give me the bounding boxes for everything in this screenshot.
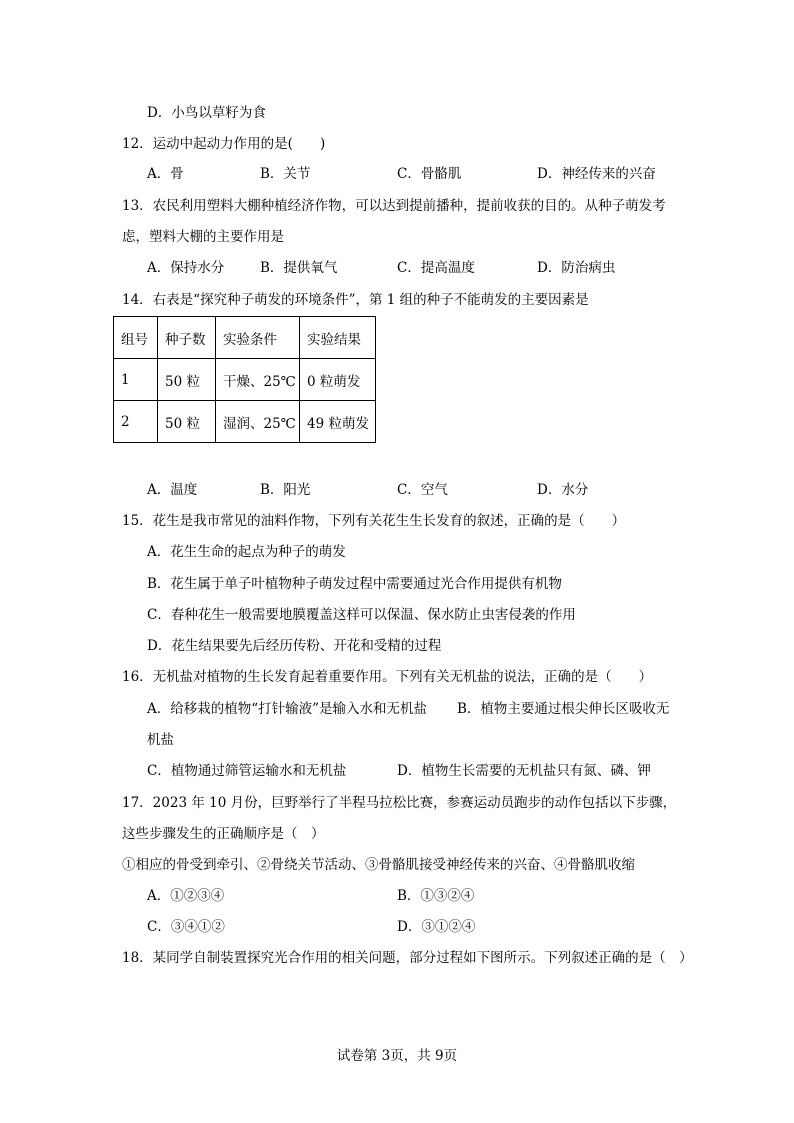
q11-option-d: D．小鸟以草籽为食 xyxy=(147,105,266,121)
q13-option-d: D．防治病虫 xyxy=(537,260,616,276)
table-cell: 50 粒 xyxy=(158,359,216,401)
experiment-table xyxy=(113,316,376,443)
q17-option-d: D．③①②④ xyxy=(397,919,476,935)
q17-option-a: A．①②③④ xyxy=(147,888,225,904)
table-cell: 湿润、25℃ xyxy=(216,401,300,443)
q15-option-c: C．春种花生一般需要地膜覆盖这样可以保温、保水防止虫害侵袭的作用 xyxy=(147,607,576,623)
q13-stem-line2: 虑，塑料大棚的主要作用是 xyxy=(122,229,284,245)
q16-stem: 16．无机盐对植物的生长发育起着重要作用。下列有关无机盐的说法，正确的是（ ） xyxy=(122,669,653,685)
q17-option-c: C．③④①② xyxy=(147,919,225,935)
table-header-cell: 实验结果 xyxy=(300,317,376,359)
q13-option-c: C．提高温度 xyxy=(397,260,475,276)
table-cell: 50 粒 xyxy=(158,401,216,443)
q17-stem-line2: 这些步骤发生的正确顺序是（ ） xyxy=(122,826,325,842)
q17-steps: ①相应的骨受到牵引、②骨绕关节活动、③骨骼肌接受神经传来的兴奋、④骨骼肌收缩 xyxy=(122,857,635,873)
q12-option-d: D．神经传来的兴奋 xyxy=(537,166,656,182)
table-cell: 0 粒萌发 xyxy=(300,359,376,401)
table-header-cell: 组号 xyxy=(114,317,158,359)
table-cell: 1 xyxy=(114,359,158,401)
q16-option-b: B．植物主要通过根尖伸长区吸收无 xyxy=(457,701,670,717)
q14-option-b: B．阳光 xyxy=(260,482,311,498)
q12-option-b: B．关节 xyxy=(260,166,311,182)
q12-option-a: A．骨 xyxy=(147,166,184,182)
q14-option-d: D．水分 xyxy=(537,482,589,498)
table-header-cell: 种子数 xyxy=(158,317,216,359)
q16-option-c: C．植物通过筛管运输水和无机盐 xyxy=(147,763,347,779)
table-header-row xyxy=(114,317,376,359)
q16-option-a: A．给移栽的植物“打针输液”是输入水和无机盐 xyxy=(147,701,428,717)
q16-option-d: D．植物生长需要的无机盐只有氮、磷、钾 xyxy=(397,763,651,779)
q16-option-b-cont: 机盐 xyxy=(147,732,174,748)
q15-option-a: A．花生生命的起点为种子的萌发 xyxy=(147,544,346,560)
q17-stem-line1: 17．2023 年 10 月份，巨野举行了半程马拉松比赛，参赛运动员跑步的动作包括以下步骤， xyxy=(122,795,677,811)
page-footer: 试卷第 3页，共 9页 xyxy=(336,1048,458,1064)
q13-option-a: A．保持水分 xyxy=(147,260,225,276)
q14-option-c: C．空气 xyxy=(397,482,448,498)
table-cell: 2 xyxy=(114,401,158,443)
q14-option-a: A．温度 xyxy=(147,482,198,498)
q12-option-c: C．骨骼肌 xyxy=(397,166,462,182)
q13-stem-line1: 13．农民利用塑料大棚种植经济作物，可以达到提前播种，提前收获的目的。从种子萌发考 xyxy=(122,198,666,214)
table-row xyxy=(114,359,376,401)
table-cell: 49 粒萌发 xyxy=(300,401,376,443)
q15-option-d: D．花生结果要先后经历传粉、开花和受精的过程 xyxy=(147,638,442,654)
table-cell: 干燥、25℃ xyxy=(216,359,300,401)
q13-option-b: B．提供氧气 xyxy=(260,260,338,276)
q18-stem: 18．某同学自制装置探究光合作用的相关问题，部分过程如下图所示。下列叙述正确的是（ ） xyxy=(122,950,693,966)
table-row xyxy=(114,401,376,443)
q17-option-b: B．①③②④ xyxy=(397,888,475,904)
q14-stem: 14．右表是“探究种子萌发的环境条件”，第 1 组的种子不能萌发的主要因素是 xyxy=(122,292,589,308)
q15-stem: 15．花生是我市常见的油料作物，下列有关花生生长发育的叙述，正确的是（ ） xyxy=(122,513,626,529)
q12-stem: 12．运动中起动力作用的是( ) xyxy=(122,136,326,152)
table-header-cell: 实验条件 xyxy=(216,317,300,359)
q15-option-b: B．花生属于单子叶植物种子萌发过程中需要通过光合作用提供有机物 xyxy=(147,576,562,592)
